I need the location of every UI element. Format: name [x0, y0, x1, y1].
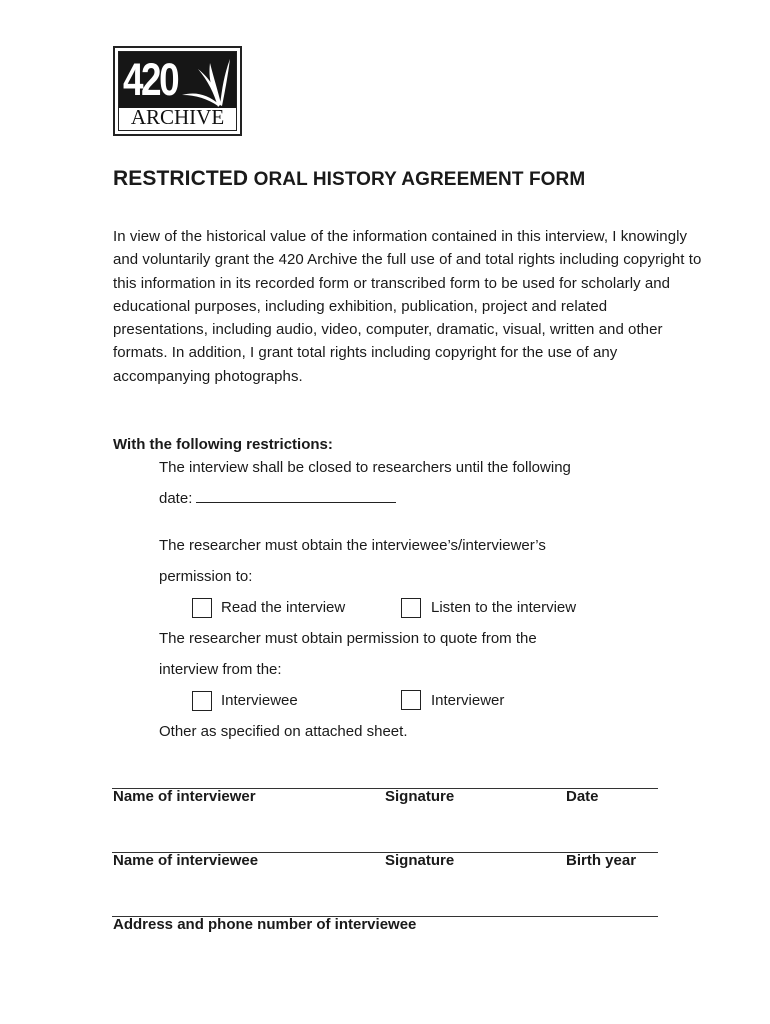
archive-logo — [113, 46, 242, 136]
quote-line-2: interview from the: — [159, 661, 282, 678]
read-checkbox[interactable] — [192, 598, 212, 618]
restrictions-heading: With the following restrictions: — [113, 436, 333, 453]
listen-label: Listen to the interview — [431, 599, 577, 616]
permission-line-2: permission to: — [159, 568, 253, 585]
permission-line-1: The researcher must obtain the interviewee’s/interviewer’s — [159, 537, 546, 554]
closed-line: The interview shall be closed to researchers until the following — [159, 459, 571, 476]
interviewee-birth-year-label: Birth year — [566, 852, 637, 869]
logo-word: ARCHIVE — [130, 105, 225, 129]
interviewee-option-label: Interviewee — [221, 692, 298, 709]
closed-date-row — [159, 490, 396, 507]
listen-checkbox[interactable] — [401, 598, 421, 618]
intro-paragraph: In view of the historical value of the information contained in this interview, I knowingly and voluntarily grant the 420 Archive the full use of and total rights including copyright to this information in its recorded form or transcribed form to be used for scholarly and educational purposes, including exhibition, publication, project and related presentations, including audio, video, computer, dramatic, visual, written and other formats. In addition, I grant total rights including copyright for the use of any accompanying photographs. — [113, 228, 702, 385]
interviewer-date-label: Date — [566, 788, 599, 805]
other-restrictions: Other as specified on attached sheet. — [159, 723, 408, 740]
logo-number: 420 — [123, 54, 178, 105]
title-rest: ORAL HISTORY AGREEMENT FORM — [253, 169, 586, 190]
title-strong: RESTRICTED — [113, 167, 249, 190]
cannabis-leaf-icon — [178, 53, 234, 109]
interviewer-signature-label: Signature — [385, 788, 455, 805]
interviewee-name-label: Name of interviewee — [113, 852, 259, 869]
address-label: Address and phone number of interviewee — [113, 916, 417, 933]
interviewee-signature-label: Signature — [385, 852, 455, 869]
read-label: Read the interview — [221, 599, 346, 616]
interviewee-checkbox[interactable] — [192, 691, 212, 711]
quote-line-1: The researcher must obtain permission to quote from the — [159, 630, 537, 647]
form-title — [113, 167, 585, 191]
closed-date-field[interactable] — [196, 490, 396, 503]
interviewer-option-label: Interviewer — [431, 692, 505, 709]
interviewer-checkbox[interactable] — [401, 690, 421, 710]
closed-date-label: date: — [159, 490, 193, 507]
interviewer-name-label: Name of interviewer — [113, 788, 256, 805]
